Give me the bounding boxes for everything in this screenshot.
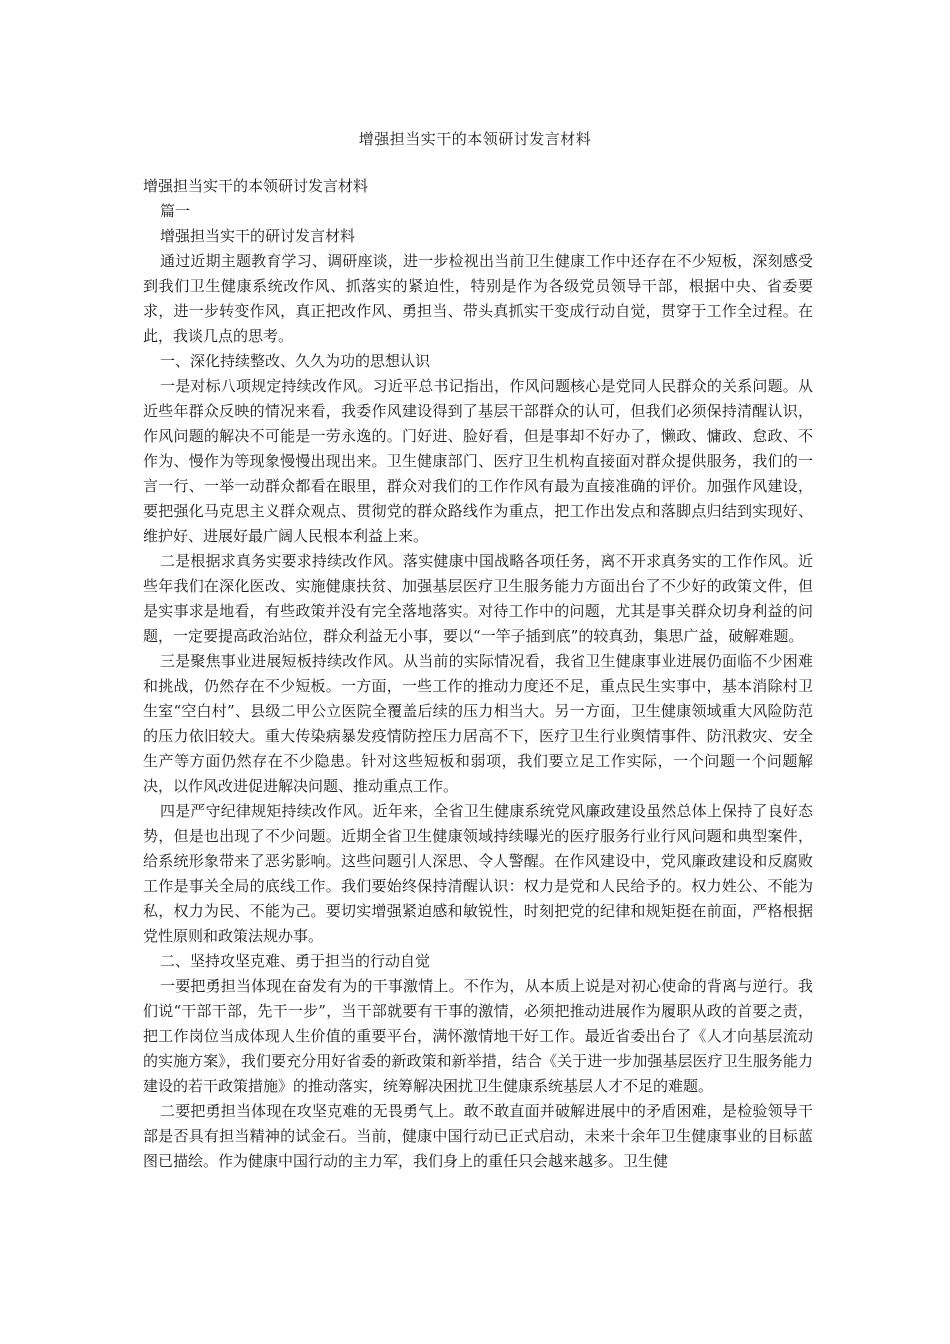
paragraph-1-2: 二是根据求真务实要求持续改作风。落实健康中国战略各项任务，离不开求真务实的工作作风。近些年我们在深化医改、实施健康扶贫、加强基层医疗卫生服务能力方面出台了不少好的政策文件，但是实事求是地看，有些政策并没有完全落地落实。对待工作中的问题，尤其是事关群众切身利益的问题，一定要提高政治站位，群众利益无小事，要以“一竿子插到底”的较真劲，集思广益，破解难题。	[143, 552, 813, 645]
paragraph-1-4: 四是严守纪律规矩持续改作风。近年来，全省卫生健康系统党风廉政建设虽然总体上保持了良好态势，但是也出现了不少问题。近期全省卫生健康领域持续曝光的医疗服务行业行风问题和典型案件，给系统形象带来了恶劣影响。这些问题引人深思、令人警醒。在作风建设中，党风廉政建设和反腐败工作是事关全局的底线工作。我们要始终保持清醒认识：权力是党和人民给予的。权力姓公、不能为私，权力为民、不能为己。要切实增强紧迫感和敏锐性，时刻把党的纪律和规矩挺在前面，严格根据党性原则和政策法规办事。	[143, 802, 813, 945]
paragraph-1-1: 一是对标八项规定持续改作风。习近平总书记指出，作风问题核心是党同人民群众的关系问题。从近些年群众反映的情况来看，我委作风建设得到了基层干部群众的认可，但我们必须保持清醒认识，作风问题的解决不可能是一劳永逸的。门好进、脸好看，但是事却不好办了，懒政、慵政、怠政、不作为、慢作为等现象慢慢出现出来。卫生健康部门、医疗卫生机构直接面对群众提供服务，我们的一言一行、一举一动群众都看在眼里，群众对我们的工作作风有最为直接准确的评价。加强作风建设，要把强化马克思主义群众观点、贯彻党的群众路线作为重点，把工作出发点和落脚点归结到实现好、维护好、进展好最广阔人民根本利益上来。	[143, 377, 813, 545]
section-heading-1: 一、深化持续整改、久久为功的思想认识	[160, 352, 431, 370]
section-heading-2: 二、坚持攻坚克难、勇于担当的行动自觉	[160, 952, 431, 970]
part-label: 篇一	[160, 202, 191, 220]
paragraph-2-2: 二要把勇担当体现在攻坚克难的无畏勇气上。敢不敢直面并破解进展中的矛盾困难，是检验领导干部是否具有担当精神的试金石。当前，健康中国行动已正式启动，未来十余年卫生健康事业的目标蓝图已描绘。作为健康中国行动的主力军，我们身上的重任只会越来越多。卫生健	[143, 1102, 813, 1170]
heading-repeat: 增强担当实干的本领研讨发言材料	[143, 177, 369, 195]
paragraph-intro: 通过近期主题教育学习、调研座谈，进一步检视出当前卫生健康工作中还存在不少短板，深刻感受到我们卫生健康系统改作风、抓落实的紧迫性，特别是作为各级党员领导干部，根据中央、省委要求，进一步转变作风，真正把改作风、勇担当、带头真抓实干变成行动自觉，贯穿于工作全过程。在此，我谈几点的思考。	[143, 252, 813, 345]
document-body	[143, 174, 813, 1174]
paragraph-1-3: 三是聚焦事业进展短板持续改作风。从当前的实际情况看，我省卫生健康事业进展仍面临不少困难和挑战，仍然存在不少短板。一方面，一些工作的推动力度还不足，重点民生实事中，基本消除村卫生室“空白村”、县级二甲公立医院全覆盖后续的压力相当大。另一方面，卫生健康领域重大风险防范的压力依旧较大。重大传染病暴发疫情防控压力居高不下，医疗卫生行业舆情事件、防汛救灾、安全生产等方面仍然存在不少隐患。针对这些短板和弱项，我们要立足工作实际，一个问题一个问题解决，以作风改进促进解决问题、推动重点工作。	[143, 652, 813, 795]
paragraph-2-1: 一要把勇担当体现在奋发有为的干事激情上。不作为，从本质上说是对初心使命的背离与逆行。我们说“干部干部，先干一步”，当干部就要有干事的激情，必须把推动进展作为履职从政的首要之责，把工作岗位当成体现人生价值的重要平台，满怀激情地干好工作。最近省委出台了《人才向基层流动的实施方案》，我们要充分用好省委的新政策和新举措，结合《关于进一步加强基层医疗卫生服务能力建设的若干政策措施》的推动落实，统筹解决困扰卫生健康系统基层人才不足的难题。	[143, 977, 813, 1095]
subtitle: 增强担当实干的研讨发言材料	[160, 227, 356, 245]
page-title: 增强担当实干的本领研讨发言材料	[358, 130, 592, 148]
